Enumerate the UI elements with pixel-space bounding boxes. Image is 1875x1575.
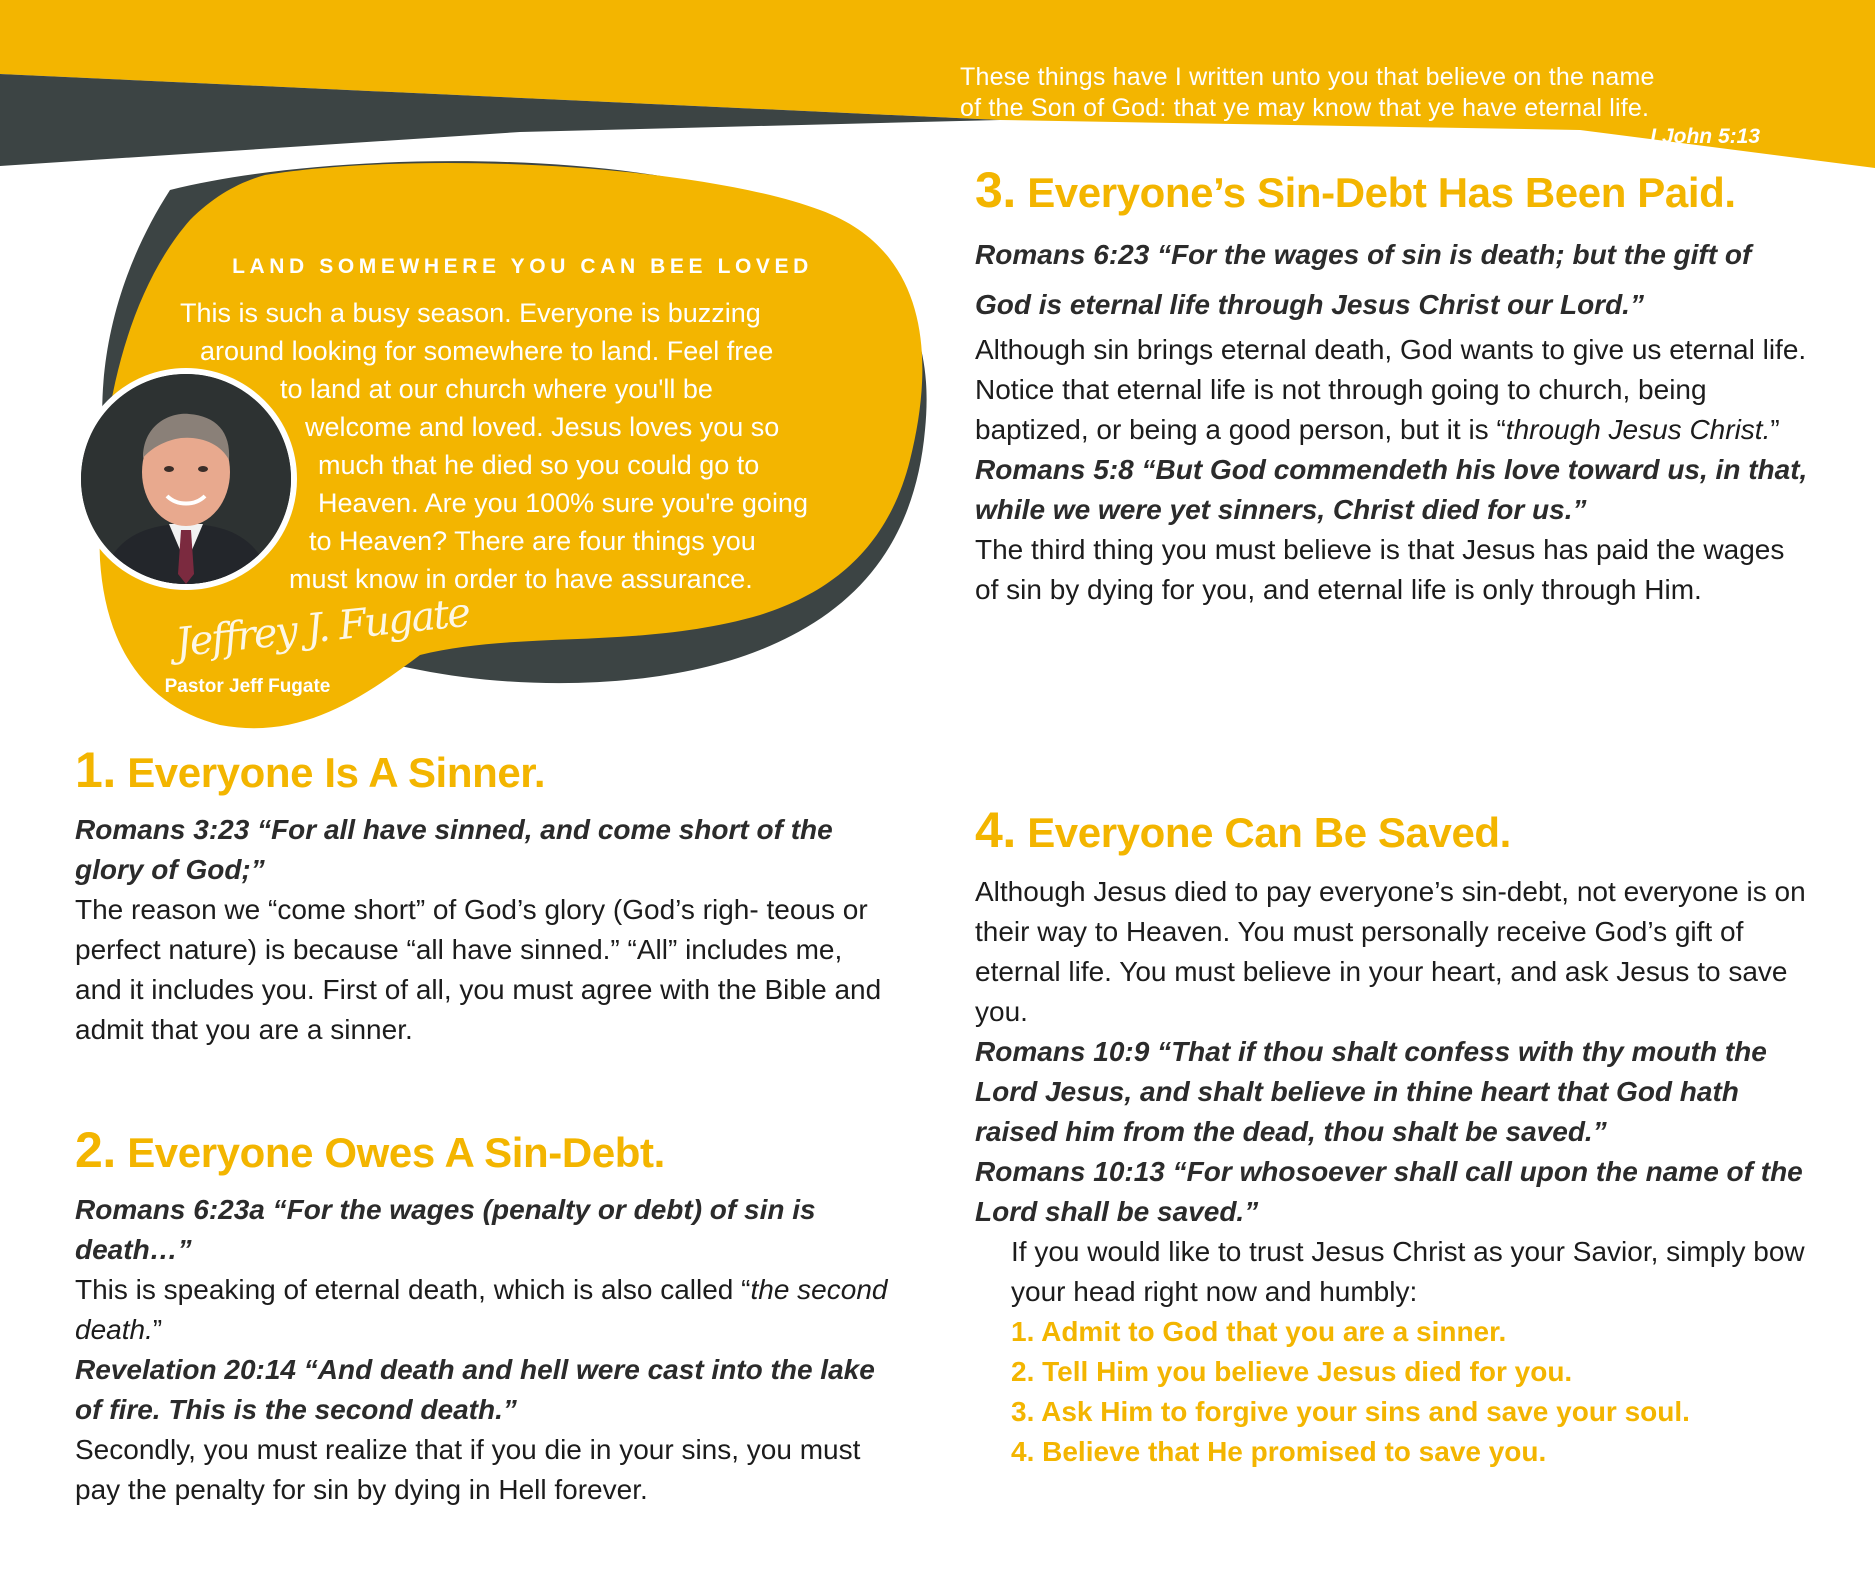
header-verse-reference: I John 5:13	[1650, 125, 1760, 148]
section-3-body-text: Although sin brings eternal death, God wants to give us eternal life. Notice that eternal life is not through going to church, being baptized, or being a good person, but it is “	[975, 334, 1807, 445]
section-3-scripture-2: Romans 5:8 “But God commendeth his love toward us, in that, while we were yet sinners, Christ died for us.”	[975, 454, 1808, 525]
section-2-heading	[75, 1122, 895, 1178]
salvation-step: 1. Admit to God that you are a sinner.	[1011, 1316, 1507, 1347]
intro-line: welcome and loved. Jesus loves you so	[305, 412, 780, 442]
section-1-title: Everyone Is A Sinner.	[127, 749, 546, 796]
section-2-body	[75, 1270, 895, 1350]
section-1	[75, 742, 895, 1050]
section-2-number: 2.	[75, 1122, 116, 1178]
section-3-title: Everyone’s Sin-Debt Has Been Paid.	[1027, 169, 1736, 216]
salvation-steps	[975, 1312, 1810, 1472]
section-4-heading	[975, 802, 1810, 858]
pastor-name: Pastor Jeff Fugate	[164, 676, 331, 697]
intro-line: around looking for somewhere to land. Feel free	[200, 336, 774, 366]
section-4	[975, 802, 1810, 1472]
header-verse-line: of the Son of God: that ye may know that ye have eternal life.	[960, 94, 1650, 122]
salvation-step: 3. Ask Him to forgive your sins and save your soul.	[1011, 1396, 1690, 1427]
intro-line: Heaven. Are you 100% sure you're going	[318, 488, 808, 518]
intro-title: LAND SOMEWHERE YOU CAN BEE LOVED	[232, 255, 813, 278]
section-3-body-italic: through Jesus Christ.	[1505, 414, 1771, 445]
section-1-body: The reason we “come short” of God’s glory (God’s righ- teous or perfect nature) is because “all have sinned.” “All” includes me, and it includes you. First of all, you must agree with the Bible and admit that you are a sinner.	[75, 894, 882, 1045]
section-4-body: Although Jesus died to pay everyone’s sin-debt, not everyone is on their way to Heaven. You must personally receive God’s gift of eternal life. You must believe in your heart, and ask Jesus to save you.	[975, 876, 1806, 1027]
header-verse	[960, 62, 1780, 124]
section-2-body-2: Secondly, you must realize that if you die in your sins, you must pay the penalty for sin by dying in Hell forever.	[75, 1434, 861, 1505]
section-3-body-end: ”	[1770, 414, 1780, 445]
intro-line: to Heaven? There are four things you	[309, 526, 756, 556]
section-1-scripture: Romans 3:23 “For all have sinned, and come short of the glory of God;”	[75, 814, 833, 885]
intro-line: This is such a busy season. Everyone is buzzing	[180, 298, 761, 328]
section-4-scripture-2: Romans 10:13 “For whosoever shall call upon the name of the Lord shall be saved.”	[975, 1156, 1803, 1227]
pastor-portrait-illustration	[81, 374, 291, 584]
section-2-body-italic: the second death.	[75, 1274, 888, 1345]
section-2-scripture-2: Revelation 20:14 “And death and hell were cast into the lake of fire. This is the second death.”	[75, 1354, 875, 1425]
section-3	[975, 162, 1810, 610]
header-verse-line: These things have I written unto you that believe on the name	[960, 63, 1655, 91]
salvation-step: 4. Believe that He promised to save you.	[1011, 1436, 1547, 1467]
section-4-number: 4.	[975, 802, 1016, 858]
intro-line: to land at our church where you'll be	[280, 374, 713, 404]
section-4-scripture: Romans 10:9 “That if thou shalt confess with thy mouth the Lord Jesus, and shalt believe in thine heart that God hath raised him from the dead, thou shalt be saved.”	[975, 1036, 1767, 1147]
section-2-body-end: ”	[152, 1314, 163, 1345]
section-1-heading	[75, 742, 895, 798]
section-2-title: Everyone Owes A Sin-Debt.	[127, 1129, 665, 1176]
intro-line: much that he died so you could go to	[318, 450, 760, 480]
section-2-body-text: This is speaking of eternal death, which is also called “	[75, 1274, 751, 1305]
section-4-invite: If you would like to trust Jesus Christ as your Savior, simply bow your head right now and humbly:	[1011, 1236, 1805, 1307]
section-3-scripture: Romans 6:23 “For the wages of sin is death; but the gift of God is eternal life through Jesus Christ our Lord.”	[975, 239, 1752, 320]
pastor-photo	[75, 368, 297, 590]
section-3-body	[975, 330, 1810, 450]
section-4-title: Everyone Can Be Saved.	[1027, 809, 1511, 856]
intro-line: must know in order to have assurance.	[289, 564, 753, 594]
section-2	[75, 1122, 895, 1510]
section-3-number: 3.	[975, 162, 1016, 218]
section-3-heading	[975, 162, 1810, 218]
section-3-body-2: The third thing you must believe is that Jesus has paid the wages of sin by dying for you, and eternal life is only through Him.	[975, 534, 1785, 605]
section-1-number: 1.	[75, 742, 116, 798]
section-2-scripture: Romans 6:23a “For the wages (penalty or debt) of sin is death…”	[75, 1194, 816, 1265]
salvation-step: 2. Tell Him you believe Jesus died for you.	[1011, 1356, 1573, 1387]
pastor-signature: Jeffrey J. Fugate	[173, 589, 472, 667]
